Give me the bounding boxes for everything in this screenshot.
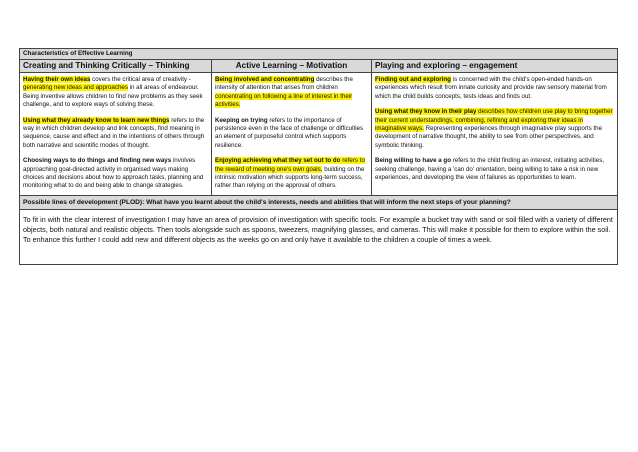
own-ideas-rest: in all areas of endeavour. Being inventive allows children to find new problems as they seek challenge, and to explore ways of solving these.: [23, 84, 203, 109]
characteristics-table: [19, 48, 618, 265]
learning-characteristics-document: [19, 48, 617, 265]
play-highlight: describes how children use play to bring together their current understandings, combining, refining and exploring their ideas in imaginative ways.: [375, 108, 613, 133]
plod-answer-row: [20, 209, 618, 264]
keep-trying-text: refers to the importance of persistence even in the face of challenge or difficulties an element of purposeful control which supports resilience.: [215, 116, 364, 149]
table-title-row: [20, 49, 618, 60]
have-a-go-label: Being willing to have a go: [375, 157, 451, 165]
prior-knowledge-text: refers to the way in which children develop and link concepts, find meaning in sequence, cause and effect and in the intentions of others through both narrative and scientific modes of thought.: [23, 116, 205, 149]
keep-trying-label: Keeping on trying: [215, 116, 268, 124]
involved-text: describes the intensity of attention that arises from children: [215, 76, 353, 92]
have-a-go-text: refers to the child finding an interest, initiating activities, seeking challenge, having a 'can do' orientation, being willing to take a risk in new experiences, and developing the view of failures as opportunities to learn.: [375, 157, 605, 182]
play-label: Using what they know in their play: [375, 108, 477, 116]
choosing-ways-text: involves approaching goal-directed activity in organised ways making choices and decisions about how to approach tasks, planning and monitoring what to do and being able to change strategies.: [23, 157, 204, 190]
motivation-cell: [212, 73, 372, 196]
prior-knowledge-paragraph: [23, 117, 208, 151]
own-ideas-label: Having their own ideas: [23, 76, 91, 83]
own-ideas-highlight: generating new ideas and approaches: [23, 84, 128, 92]
achieving-paragraph: [215, 157, 368, 191]
prior-knowledge-label: Using what they already know to learn new things: [23, 116, 170, 124]
involved-highlight: concentrating on following a line of interest in their activities.: [215, 92, 353, 109]
own-ideas-paragraph: [23, 76, 208, 110]
keep-trying-paragraph: [215, 117, 368, 151]
heading-engagement: Playing and exploring – engagement: [372, 60, 618, 73]
plod-question: Possible lines of development (PLOD): What have you learnt about the child's interests, needs and abilities that will inform the next steps of your planning?: [20, 195, 618, 209]
exploring-label: Finding out and exploring: [375, 76, 451, 83]
plod-question-row: [20, 195, 618, 209]
column-heading-row: [20, 60, 618, 73]
play-paragraph: [375, 108, 614, 150]
thinking-cell: [20, 73, 212, 196]
choosing-ways-label: Choosing ways to do things and finding new ways: [23, 157, 172, 165]
table-title: Characteristics of Effective Learning: [20, 49, 618, 60]
involved-paragraph: [215, 76, 368, 110]
content-row: [20, 73, 618, 196]
achieving-highlight: refers to the reward of meeting one's own goals,: [215, 157, 365, 173]
heading-thinking: Creating and Thinking Critically – Thinking: [20, 60, 212, 73]
have-a-go-paragraph: [375, 157, 614, 182]
engagement-cell: [372, 73, 618, 196]
choosing-ways-paragraph: [23, 157, 208, 191]
achieving-rest: building on the intrinsic motivation which supports long-term success, rather than relying on the approval of others.: [215, 165, 365, 190]
exploring-paragraph: [375, 76, 614, 101]
plod-answer: To fit in with the clear interest of investigation I may have an area of provision of investigation with specific tools. For example a bucket tray with sand or soil filled with a variety of different objects, both natural and realistic objects. Then tools alongside such as spoons, tweezers, magnifying glasses, and cameras. This will make it possible for them to explore within the soil. To enhance this further I could add new and different objects as the weeks go on and only have it available to the children a couple of times a week.: [20, 209, 618, 264]
own-ideas-text: covers the critical area of creativity -: [90, 76, 191, 83]
play-rest: Representing experiences through imaginative play supports the development of narrative thought, the ability to see from other perspectives, and symbolic thinking.: [375, 125, 603, 149]
heading-motivation: Active Learning – Motivation: [212, 60, 372, 73]
involved-label: Being involved and concentrating: [215, 76, 315, 83]
exploring-text: is concerned with the child's open-ended hands-on experiences which result from innate curiosity and provide raw sensory material from which the child builds concepts, tests ideas and finds out.: [375, 76, 607, 100]
achieving-label: Enjoying achieving what they set out to do: [215, 157, 341, 165]
